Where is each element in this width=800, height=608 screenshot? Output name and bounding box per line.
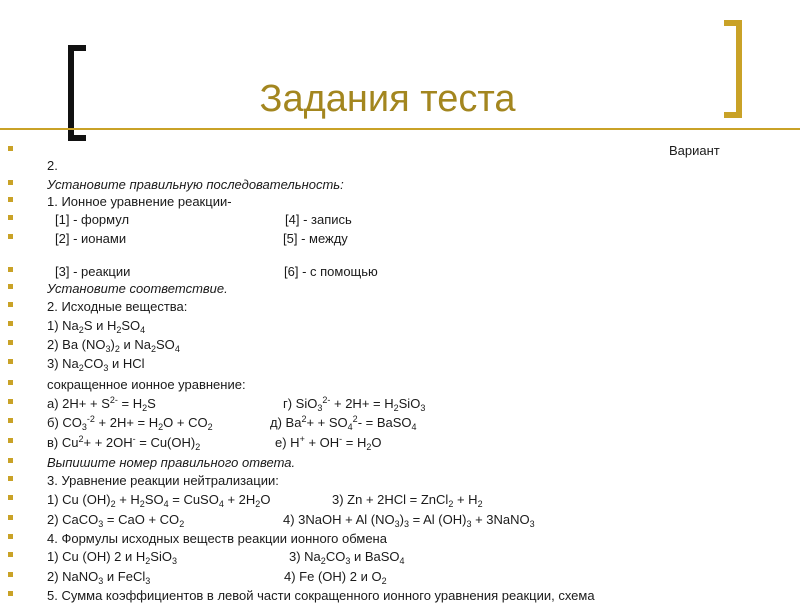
list-item [0, 356, 800, 376]
list-item [0, 194, 800, 214]
text: CO [83, 356, 104, 371]
text: б) CO [47, 415, 82, 430]
subscript: 3 [105, 344, 111, 354]
text: SO [144, 492, 164, 507]
equation-d [270, 415, 417, 431]
subscript: 2 [393, 403, 399, 413]
list-item [0, 377, 800, 397]
formula-1 [47, 549, 177, 565]
subscript: 2 [145, 556, 151, 566]
formula-4 [284, 569, 387, 585]
subscript: 3 [403, 519, 409, 529]
question-1: 1. Ионное уравнение реакции- [47, 194, 232, 209]
text: = CaO + CO [103, 512, 180, 527]
word-6: [6] - с помощью [284, 264, 378, 279]
text: = Al (OH) [409, 512, 467, 527]
variant-number: 2. [47, 158, 58, 173]
subscript: 3 [145, 576, 151, 586]
text: + 2H [223, 492, 256, 507]
text: + H [115, 492, 140, 507]
text: + 2H+ = H [94, 415, 159, 430]
word-2: [2] - ионами [55, 231, 127, 246]
text: O [371, 435, 382, 450]
instruction-3: Выпишите номер правильного ответа. [47, 455, 296, 470]
text: + + 2OH [83, 435, 133, 450]
list-item [0, 549, 800, 569]
bullet-icon [8, 399, 13, 404]
subscript: 2 [320, 556, 326, 566]
bullet-icon [8, 302, 13, 307]
list-item [0, 281, 800, 301]
question-4: 4. Формулы исходных веществ реакции ионного обмена [47, 531, 387, 546]
list-item [0, 569, 800, 589]
text: ) [399, 512, 404, 527]
subscript: 3 [171, 556, 177, 566]
text: 2) NaNO [47, 569, 99, 584]
neutralization-1 [47, 492, 270, 508]
question-3: 3. Уравнение реакции нейтрализации: [47, 473, 279, 488]
superscript: - [339, 434, 343, 444]
subscript: 2 [142, 403, 148, 413]
text: 1) Cu (OH) 2 и H [47, 549, 146, 564]
text: SiO [150, 549, 172, 564]
list-item [0, 231, 800, 251]
superscript: 2 [301, 414, 307, 424]
text: CO [325, 549, 346, 564]
text: SO [121, 318, 141, 333]
title-divider [0, 128, 800, 130]
neutralization-3 [332, 492, 483, 508]
subscript: 4 [140, 325, 146, 335]
subscript: 3 [394, 519, 400, 529]
question-5: 5. Сумма коэффициентов в левой части сокращенного ионного уравнения реакции, схема [47, 588, 595, 603]
word-4: [4] - запись [285, 212, 352, 227]
list-item [0, 531, 800, 551]
subscript: 2 [448, 499, 454, 509]
bullet-icon [8, 591, 13, 596]
slide-title: Задания теста [259, 78, 516, 120]
bullet-icon [8, 321, 13, 326]
text: 1) Cu (OH) [47, 492, 111, 507]
subscript: 3 [81, 422, 87, 432]
subscript: 2 [179, 519, 185, 529]
subscript: 2 [477, 499, 483, 509]
subscript: 2 [195, 442, 201, 452]
subscript: 4 [347, 422, 353, 432]
subscript: 2 [381, 576, 387, 586]
text: = Cu(OH) [135, 435, 196, 450]
question-2: 2. Исходные вещества: [47, 299, 188, 314]
subscript: 2 [151, 344, 157, 354]
bullet-icon [8, 180, 13, 185]
text: 4) 3NaOH + Al (NO [283, 512, 395, 527]
text: а) 2H+ + S [47, 396, 110, 411]
text: ) [110, 337, 115, 352]
equation-b [47, 415, 213, 431]
equation-v [47, 435, 200, 451]
subscript: 2 [255, 499, 261, 509]
formula-3 [289, 549, 405, 565]
text: - = BaSO [357, 415, 412, 430]
variant-label: Вариант [669, 143, 720, 158]
list-item [0, 337, 800, 357]
list-item [0, 212, 800, 232]
bullet-icon [8, 359, 13, 364]
equation-e [275, 435, 382, 451]
text: 2) CaCO [47, 512, 99, 527]
subscript: 2 [139, 499, 145, 509]
superscript: - [132, 434, 136, 444]
bullet-icon [8, 284, 13, 289]
word-1: [1] - формул [55, 212, 130, 227]
text: 4) Fe (OH) 2 и O [284, 569, 382, 584]
text: = H [117, 396, 143, 411]
instruction-1: Установите правильную последовательность: [47, 177, 344, 192]
text: SiO [398, 396, 421, 411]
subscript: 2 [366, 442, 372, 452]
list-item [0, 455, 800, 475]
list-item [0, 492, 800, 512]
subscript: 2 [110, 499, 116, 509]
bullet-icon [8, 267, 13, 272]
reactants-3 [47, 356, 144, 372]
text: г) SiO [283, 396, 318, 411]
word-3: [3] - реакции [55, 264, 131, 279]
text: O [260, 492, 271, 507]
subscript: 4 [411, 422, 417, 432]
text: + + SO [306, 415, 348, 430]
text: 3) Na [47, 356, 79, 371]
subscript: 3 [345, 556, 351, 566]
list-item [0, 415, 800, 435]
bullet-icon [8, 572, 13, 577]
superscript: 2- [109, 395, 118, 405]
text: + 2H+ = H [330, 396, 394, 411]
neutralization-2 [47, 512, 184, 528]
superscript: 2- [322, 395, 331, 405]
text: + 3NaNO [471, 512, 530, 527]
text: е) H [275, 435, 300, 450]
text: 3) Zn + 2HCl = ZnCl [332, 492, 449, 507]
subscript: 3 [529, 519, 535, 529]
bullet-icon [8, 458, 13, 463]
subscript: 3 [466, 519, 472, 529]
bullet-icon [8, 340, 13, 345]
text: S [147, 396, 156, 411]
list-item [0, 158, 800, 178]
subscript: 4 [174, 344, 180, 354]
text: SO [156, 337, 175, 352]
list-item [0, 588, 800, 608]
neutralization-4 [283, 512, 535, 528]
text: и HCl [108, 356, 145, 371]
subscript: 2 [158, 422, 164, 432]
subscript: 4 [399, 556, 405, 566]
subscript: 3 [420, 403, 426, 413]
bullet-icon [8, 146, 13, 151]
superscript: 2 [352, 414, 358, 424]
reactants-1 [47, 318, 145, 334]
list-item [0, 512, 800, 532]
text: = CuSO [168, 492, 219, 507]
subscript: 2 [207, 422, 213, 432]
list-item [0, 318, 800, 338]
subscript: 2 [78, 363, 84, 373]
superscript: 2 [78, 434, 84, 444]
word-5: [5] - между [283, 231, 348, 246]
bullet-icon [8, 552, 13, 557]
bullet-icon [8, 215, 13, 220]
text: и Na [119, 337, 151, 352]
subscript: 3 [98, 519, 104, 529]
bullet-icon [8, 515, 13, 520]
list-item [0, 435, 800, 455]
equation-g [283, 396, 425, 412]
short-ionic-heading: сокращенное ионное уравнение: [47, 377, 246, 392]
subscript: 2 [78, 325, 84, 335]
text: 3) Na [289, 549, 321, 564]
subscript: 4 [218, 499, 224, 509]
subscript: 3 [98, 576, 104, 586]
text: и BaSO [350, 549, 400, 564]
text: д) Ba [270, 415, 302, 430]
subscript: 2 [116, 325, 122, 335]
bullet-icon [8, 534, 13, 539]
reactants-2 [47, 337, 180, 353]
text: и FeCl [103, 569, 146, 584]
text: 2) Ba (NO [47, 337, 106, 352]
text: = H [342, 435, 367, 450]
bullet-icon [8, 380, 13, 385]
text: S и H [83, 318, 117, 333]
text: + H [453, 492, 478, 507]
bullet-icon [8, 476, 13, 481]
list-item [0, 473, 800, 493]
text: + OH [304, 435, 340, 450]
subscript: 4 [163, 499, 169, 509]
bullet-icon [8, 234, 13, 239]
text: 1) Na [47, 318, 79, 333]
text: в) Cu [47, 435, 79, 450]
bullet-icon [8, 197, 13, 202]
instruction-2: Установите соответствие. [47, 281, 228, 296]
bullet-icon [8, 495, 13, 500]
equation-a [47, 396, 156, 412]
list-item [0, 396, 800, 416]
superscript: -2 [86, 414, 95, 424]
list-item [0, 299, 800, 319]
formula-2 [47, 569, 150, 585]
text: O + CO [163, 415, 208, 430]
subscript: 2 [114, 344, 120, 354]
superscript: + [299, 434, 305, 444]
subscript: 3 [103, 363, 109, 373]
subscript: 3 [317, 403, 323, 413]
bullet-icon [8, 438, 13, 443]
bullet-icon [8, 418, 13, 423]
